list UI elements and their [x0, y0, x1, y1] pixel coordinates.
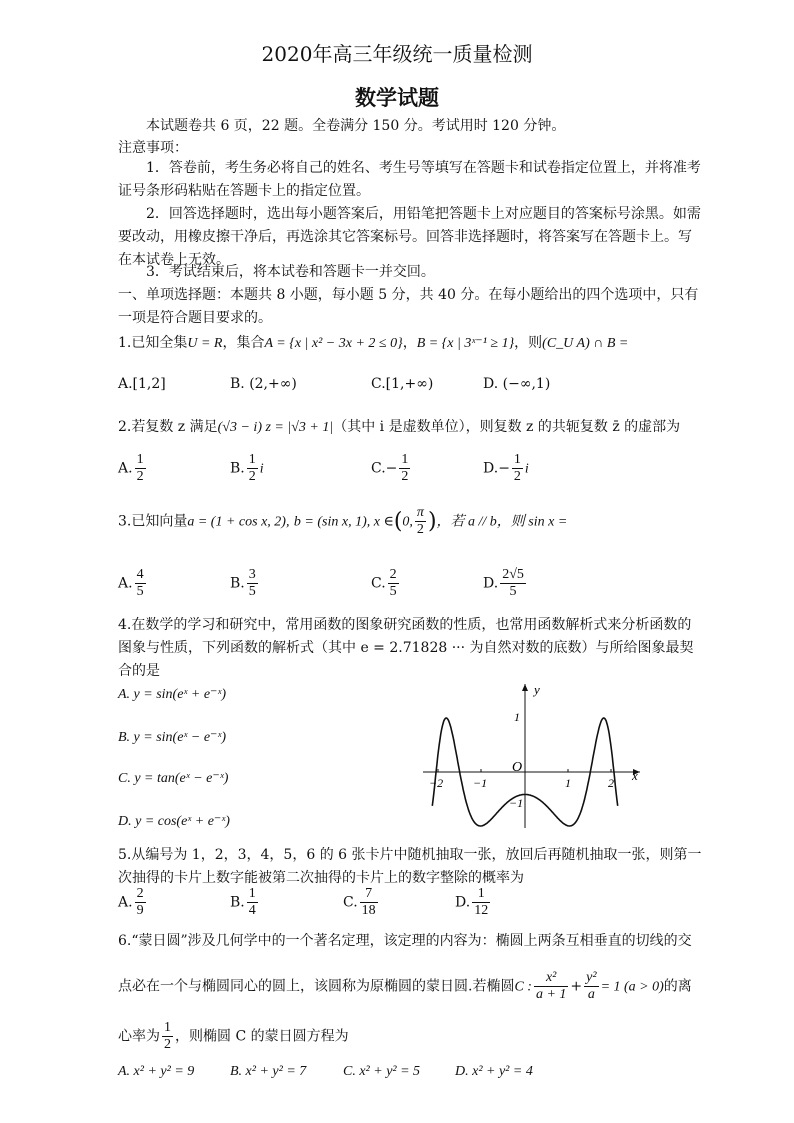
question-2-stem — [118, 416, 680, 439]
q5-option-c: C. $\frac{7}{18}$ — [343, 886, 376, 918]
q1-set-b: B = {x | 3ˣ⁻¹ ≥ 1} — [416, 336, 515, 351]
q3-option-d: D. $\frac{2√5}{5}$ — [483, 567, 524, 599]
q2-option-d: D.− $\frac{1}{2}$ i — [483, 452, 529, 484]
graph-xtick-label: −1 — [473, 776, 488, 790]
graph-origin-label: O — [512, 760, 523, 775]
q1-mid: ，集合 — [222, 335, 265, 351]
q4-option-c: C. y = tan(eˣ − e⁻ˣ) — [118, 771, 229, 786]
q2-equation: (√3 − i) z = |√3 + 1| — [217, 420, 334, 435]
q3-option-a: A. $\frac{4}{5}$ — [118, 567, 144, 599]
graph-xtick-label: 2 — [608, 776, 614, 790]
q1-option-c: C.[1,+∞) — [371, 376, 434, 392]
q6-option-a: A. x² + y² = 9 — [118, 1064, 195, 1079]
notice-item-1: 1．答卷前，考生务必将自己的姓名、考生号等填写在答题卡和试卷指定位置上，并将准考证号条形码粘贴在答题卡上的指定位置。 — [118, 160, 701, 199]
q4-function-graph — [418, 680, 648, 830]
graph-x-label: x — [632, 768, 638, 783]
q6-option-d: D. x² + y² = 4 — [455, 1064, 533, 1079]
q5-option-a: A. $\frac{2}{9}$ — [118, 886, 144, 918]
q1-ask-expr: (C_U A) ∩ B = — [542, 336, 629, 351]
graph-y-arrow — [522, 684, 528, 691]
q4-option-b: B. y = sin(eˣ − e⁻ˣ) — [118, 730, 227, 745]
q3-vector-a: a = (1 + cos x, 2), — [187, 514, 290, 530]
graph-ytick-label: 1 — [514, 710, 520, 724]
graph-xtick-label: 1 — [565, 776, 571, 790]
q3-prefix: 3.已知向量 — [118, 513, 188, 530]
q1-universe: U = R — [187, 336, 223, 351]
q4-option-d: D. y = cos(eˣ + e⁻ˣ) — [118, 814, 230, 829]
q1-option-a: A.[1,2] — [118, 376, 166, 392]
q6-option-c: C. x² + y² = 5 — [343, 1064, 421, 1079]
exam-title: 2020年高三年级统一质量检测 — [261, 42, 533, 66]
exam-summary: 本试题卷共 6 页，22 题。全卷满分 150 分。考试用时 120 分钟。 — [146, 118, 566, 134]
graph-y-label: y — [534, 682, 540, 697]
question-1-stem: 1.已知全集U = R，集合A = {x | x² − 3x + 2 ≤ 0}，B = {x | 3ˣ⁻¹ ≥ 1}，则(C_U A) ∩ B = — [118, 335, 629, 351]
q2-option-a: A. $\frac{1}{2}$ — [118, 452, 144, 484]
q4-option-a: A. y = sin(eˣ + e⁻ˣ) — [118, 687, 227, 702]
q2-prefix: 2.若复数 z 满足 — [118, 419, 218, 435]
q1-option-d: D. (−∞,1) — [483, 376, 551, 392]
question-5-stem: 5.从编号为 1，2，3，4，5，6 的 6 张卡片中随机抽取一张，放回后再随机抽取一张，则第一次抽得的卡片上数字能被第二次抽得的卡片上的数字整除的概率为 — [118, 847, 702, 886]
question-6-line2: 点必在一个与椭圆同心的圆上，该圆称为原椭圆的蒙日圆.若椭圆C : $\frac{\text{x²}}{a + 1}$ + $\frac{\text{y²}}{a}$ = 1 (a > 0)的离 — [118, 970, 692, 1002]
question-6-line1: 6.“蒙日圆”涉及几何学中的一个著名定理，该定理的内容为：椭圆上两条互相垂直的切线的交 — [118, 933, 692, 949]
notice-title: 注意事项： — [118, 140, 188, 156]
question-3-stem: 3.已知向量a = (1 + cos x, 2), b = (sin x, 1), x ∈(0, $\frac{\pi}{2}$ )，若 a // b，则 sin x = — [118, 505, 568, 537]
q1-ask-prefix: ，则 — [514, 335, 543, 351]
q2-note: （其中 i 是虚数单位），则复数 z 的共轭复数 z̄ 的虚部为 — [333, 419, 681, 435]
q5-option-b: B. $\frac{1}{4}$ — [230, 886, 256, 918]
q3-condition: ，若 a // b，则 sin x = — [436, 514, 568, 530]
q2-option-c: C.− $\frac{1}{2}$ — [371, 452, 409, 484]
q1-option-b: B. (2,+∞) — [230, 376, 297, 392]
section-heading: 一、单项选择题：本题共 8 小题，每小题 5 分，共 40 分。在每小题给出的四个选项中，只有一项是符合题目要求的。 — [118, 287, 699, 326]
q1-set-a: A = {x | x² − 3x + 2 ≤ 0} — [264, 336, 403, 351]
graph-ytick-label: −1 — [509, 796, 524, 810]
graph-xtick-label: −2 — [429, 776, 444, 790]
q3-option-b: B. $\frac{3}{5}$ — [230, 567, 256, 599]
q1-prefix: 1.已知全集 — [118, 335, 188, 351]
q3-option-c: C. $\frac{2}{5}$ — [371, 567, 397, 599]
q5-option-d: D. $\frac{1}{12}$ — [455, 886, 489, 918]
question-6-line3: 心率为 $\frac{1}{2}$ ，则椭圆 C 的蒙日圆方程为 — [118, 1020, 349, 1052]
question-4-stem: 4.在数学的学习和研究中，常用函数的图象研究函数的性质，也常用函数解析式来分析函数的图象与性质，下列函数的解析式（其中 e = 2.71828 ··· 为自然对数的底数）与所给图象最契合的是 — [118, 617, 694, 679]
notice-item-3: 3．考试结束后，将本试卷和答题卡一并交回。 — [146, 264, 435, 280]
q3-vector-b: b = (sin x, 1), x ∈ — [293, 514, 394, 530]
q6-option-b: B. x² + y² = 7 — [230, 1064, 307, 1079]
exam-subtitle: 数学试题 — [355, 85, 439, 110]
notice-item-2: 2．回答选择题时，选出每小题答案后，用铅笔把答题卡上对应题目的答案标号涂黑。如需要改动，用橡皮擦干净后，再选涂其它答案标号。回答非选择题时，将答案写在答题卡上。写在本试卷上无效。 — [118, 206, 701, 268]
q2-option-b: B. $\frac{1}{2}$ i — [230, 452, 264, 484]
